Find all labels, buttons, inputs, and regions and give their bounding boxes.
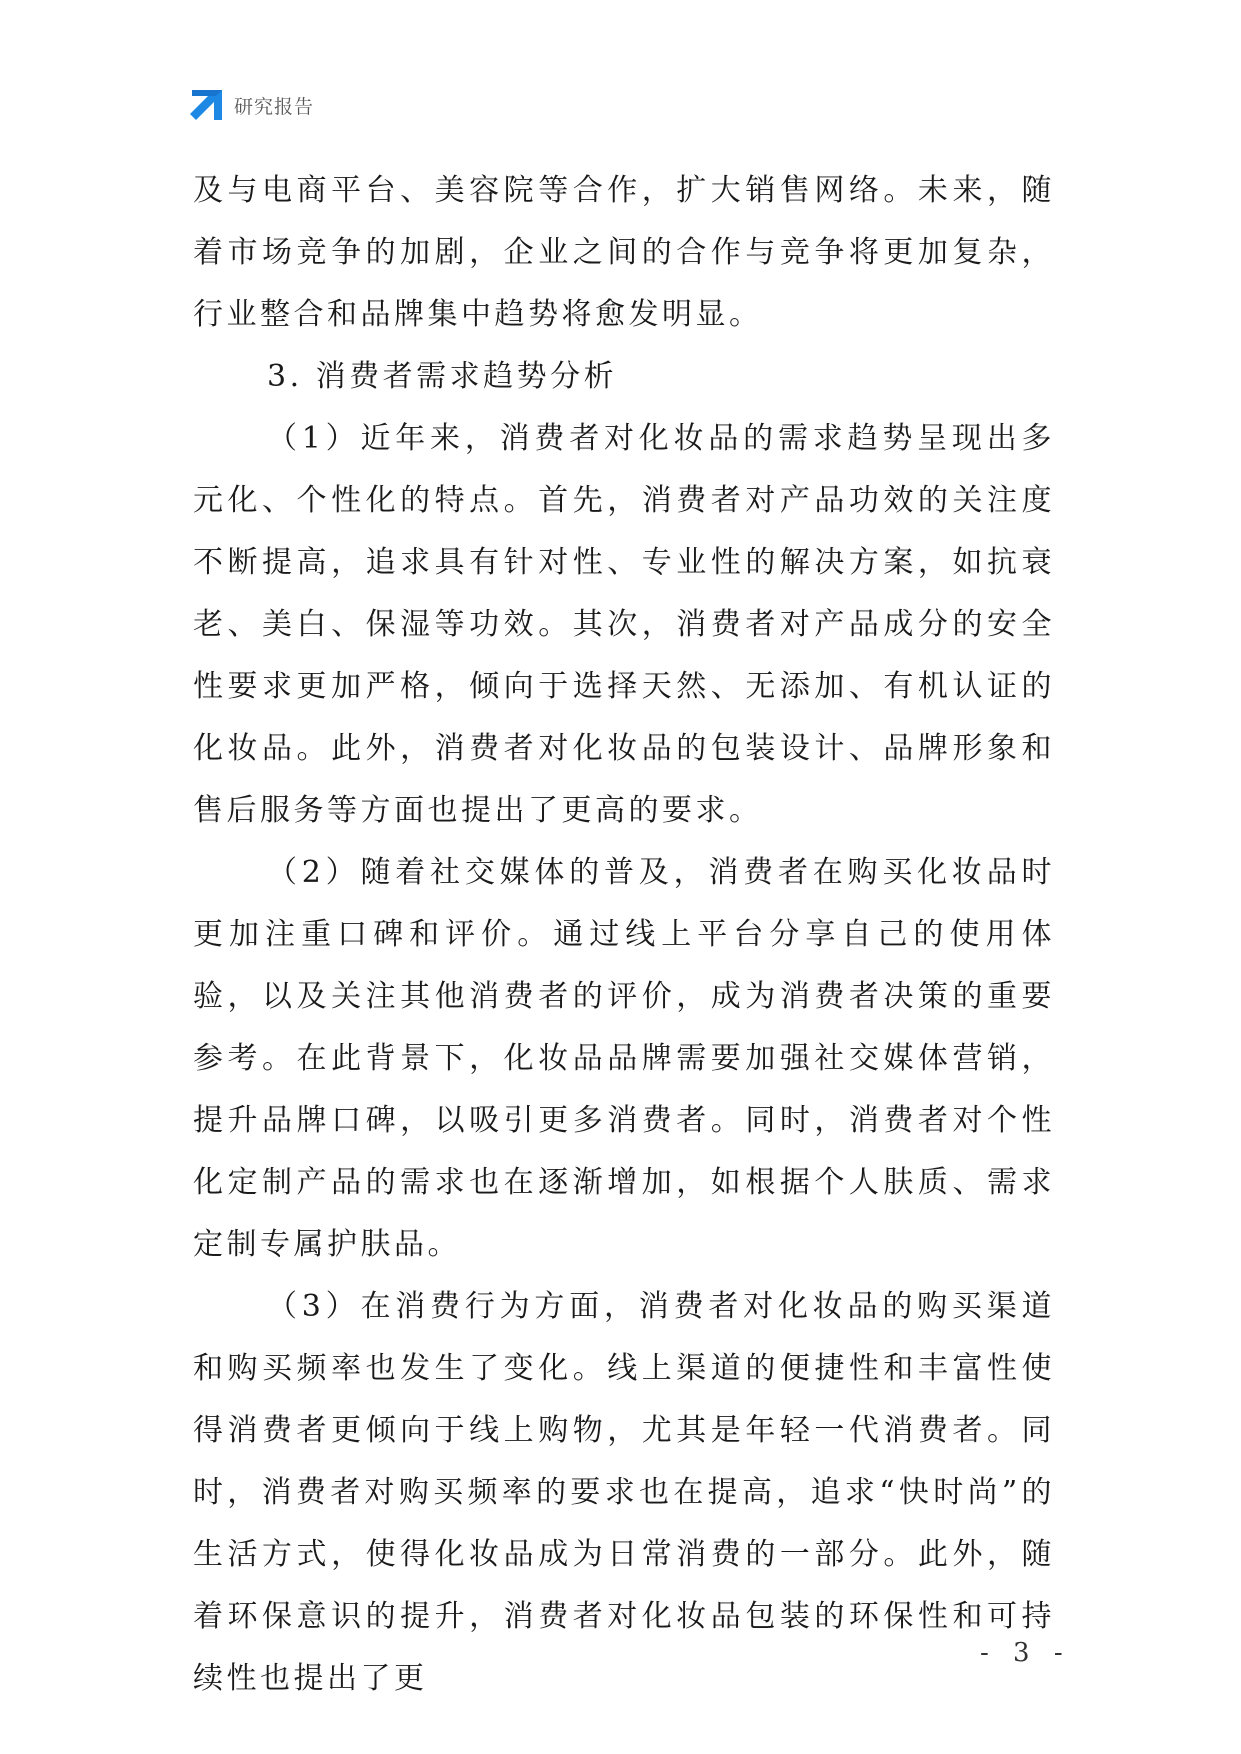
paragraph-continuation: 及与电商平台、美容院等合作，扩大销售网络。未来，随着市场竞争的加剧，企业之间的合作与竞争将更加复杂，行业整合和品牌集中趋势将愈发明显。 (193, 173, 1055, 332)
paragraph-2: （2）随着社交媒体的普及，消费者在购买化妆品时更加注重口碑和评价。通过线上平台分享自己的使用体验，以及关注其他消费者的评价，成为消费者决策的重要参考。在此背景下，化妆品品牌需要加强社交媒体营销，提升品牌口碑，以吸引更多消费者。同时，消费者对个性化定制产品的需求也在逐渐增加，如根据个人肤质、需求定制专属护肤品。 (193, 855, 1055, 1262)
header-title: 研究报告 (234, 95, 315, 118)
arrow-up-right-icon (190, 90, 222, 120)
page-header (190, 90, 314, 120)
document-body (193, 160, 1055, 1710)
page-number: - 3 - (980, 1638, 1071, 1668)
paragraph-3: （3）在消费行为方面，消费者对化妆品的购买渠道和购买频率也发生了变化。线上渠道的便捷性和丰富性使得消费者更倾向于线上购物，尤其是年轻一代消费者。同时，消费者对购买频率的要求也在提高，追求“快时尚”的生活方式，使得化妆品成为日常消费的一部分。此外，随着环保意识的提升，消费者对化妆品包装的环保性和可持续性也提出了更 (193, 1289, 1055, 1696)
section-heading: 3. 消费者需求趋势分析 (267, 359, 618, 394)
paragraph-1: （1）近年来，消费者对化妆品的需求趋势呈现出多元化、个性化的特点。首先，消费者对产品功效的关注度不断提高，追求具有针对性、专业性的解决方案，如抗衰老、美白、保湿等功效。其次，消费者对产品成分的安全性要求更加严格，倾向于选择天然、无添加、有机认证的化妆品。此外，消费者对化妆品的包装设计、品牌形象和售后服务等方面也提出了更高的要求。 (193, 421, 1055, 828)
